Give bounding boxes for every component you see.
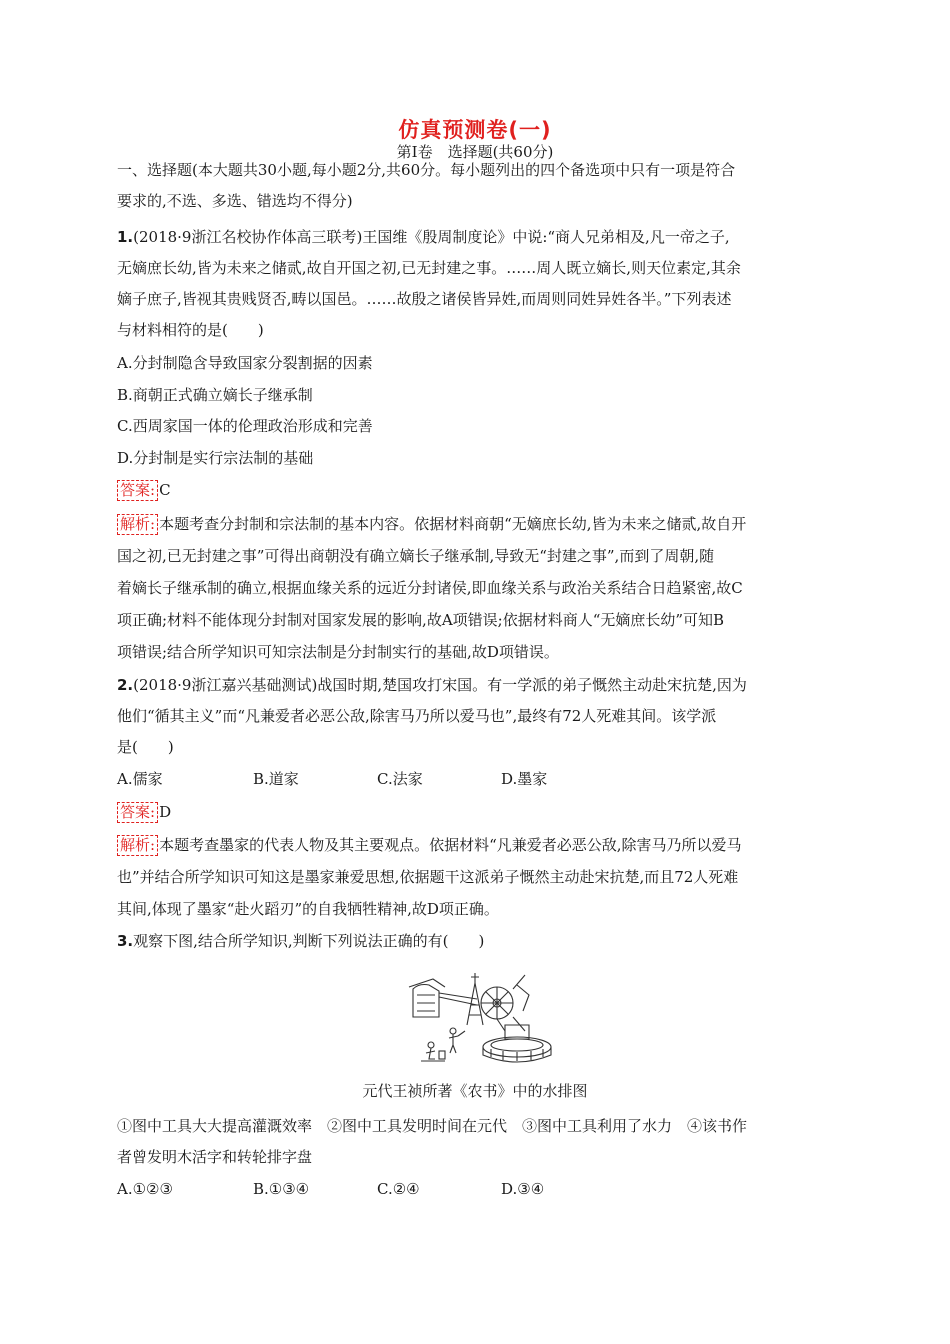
analysis-text: 国之初,已无封建之事”可得出商朝没有确立嫡长子继承制,导致无“封建之事”,而到了周朝,随 <box>117 547 715 565</box>
analysis-text: 项正确;材料不能体现分封制对国家发展的影响,故A项错误;依据材料商人“无嫡庶长幼”可知B <box>117 611 725 629</box>
analysis-label: 解析: <box>117 835 158 856</box>
question-1-stem <box>117 222 837 252</box>
option-c: C.②④ <box>377 1180 420 1198</box>
stem-text: (2018·9浙江嘉兴基础测试)战国时期,楚国攻打宋国。有一学派的弟子慨然主动赴宋抗楚,因为 <box>133 676 747 694</box>
analysis-text: 项错误;结合所学知识可知宗法制是分封制实行的基础,故D项错误。 <box>117 643 559 661</box>
analysis-row <box>117 830 837 860</box>
figure-caption: 元代王祯所著《农书》中的水排图 <box>362 1082 588 1100</box>
option-d: D.墨家 <box>501 770 548 788</box>
option-d: D.分封制是实行宗法制的基础 <box>117 449 314 467</box>
question-3-stem <box>117 926 837 956</box>
stem-text: 是( ) <box>117 738 174 756</box>
stem-text: 与材料相符的是( ) <box>117 321 264 339</box>
options-row <box>117 1174 837 1204</box>
options-row <box>117 764 837 794</box>
analysis-label: 解析: <box>117 514 158 535</box>
question-number: 2. <box>117 676 134 694</box>
page-title: 仿真预测卷(一) <box>398 118 552 142</box>
option-b: B.商朝正式确立嫡长子继承制 <box>117 386 313 404</box>
answer-value: C <box>159 481 171 499</box>
stem-text: 无嫡庶长幼,皆为未来之储贰,故自开国之初,已无封建之事。……周人既立嫡长,则天位素定,其余 <box>117 259 741 277</box>
instructions-line: 要求的,不选、多选、错选均不得分) <box>117 192 353 210</box>
statements-line: ①图中工具大大提高灌溉效率 ②图中工具发明时间在元代 ③图中工具利用了水力 ④该书作 <box>117 1117 748 1135</box>
option-c: C.法家 <box>377 770 423 788</box>
answer-value: D <box>159 803 172 821</box>
stem-text: 观察下图,结合所学知识,判断下列说法正确的有( ) <box>133 932 485 950</box>
water-bellows-illustration <box>405 965 565 1069</box>
question-2-stem <box>117 670 837 700</box>
option-b: B.道家 <box>253 770 299 788</box>
answer-label: 答案: <box>117 802 158 823</box>
answer-row <box>117 475 837 505</box>
option-a: A.①②③ <box>117 1180 173 1198</box>
analysis-row <box>117 509 837 539</box>
statements-line: 者曾发明木活字和转轮排字盘 <box>117 1148 313 1166</box>
analysis-text: 也”并结合所学知识可知这是墨家兼爱思想,依据题干这派弟子慨然主动赴宋抗楚,而且72人死难 <box>117 868 739 886</box>
answer-label: 答案: <box>117 480 158 501</box>
analysis-text: 本题考查分封制和宗法制的基本内容。依据材料商朝“无嫡庶长幼,皆为未来之储贰,故自开 <box>159 515 747 533</box>
stem-text: 嫡子庶子,皆视其贵贱贤否,畴以国邑。……故殷之诸侯皆异姓,而周则同姓异姓各半。”下列表述 <box>117 290 732 308</box>
section-heading: 第Ⅰ卷 选择题(共60分) <box>396 143 554 161</box>
option-a: A.分封制隐含导致国家分裂割据的因素 <box>117 354 373 372</box>
option-b: B.①③④ <box>253 1180 310 1198</box>
analysis-text: 本题考查墨家的代表人物及其主要观点。依据材料“凡兼爱者必恶公敌,除害马乃所以爱马 <box>159 836 742 854</box>
question-number: 1. <box>117 228 134 246</box>
option-c: C.西周家国一体的伦理政治形成和完善 <box>117 417 373 435</box>
option-d: D.③④ <box>501 1180 545 1198</box>
stem-text: (2018·9浙江名校协作体高三联考)王国维《殷周制度论》中说:“商人兄弟相及,凡一帝之子, <box>133 228 730 246</box>
question-number: 3. <box>117 932 134 950</box>
analysis-text: 其间,体现了墨家“赴火蹈刃”的自我牺牲精神,故D项正确。 <box>117 900 499 918</box>
option-a: A.儒家 <box>117 770 163 788</box>
analysis-text: 着嫡长子继承制的确立,根据血缘关系的远近分封诸侯,即血缘关系与政治关系结合日趋紧密,故C <box>117 579 743 597</box>
instructions-line: 一、选择题(本大题共30小题,每小题2分,共60分。每小题列出的四个备选项中只有一项是符合 <box>117 161 736 179</box>
answer-row <box>117 797 837 827</box>
stem-text: 他们“循其主义”而“凡兼爱者必恶公敌,除害马乃所以爱马也”,最终有72人死难其间。该学派 <box>117 707 717 725</box>
